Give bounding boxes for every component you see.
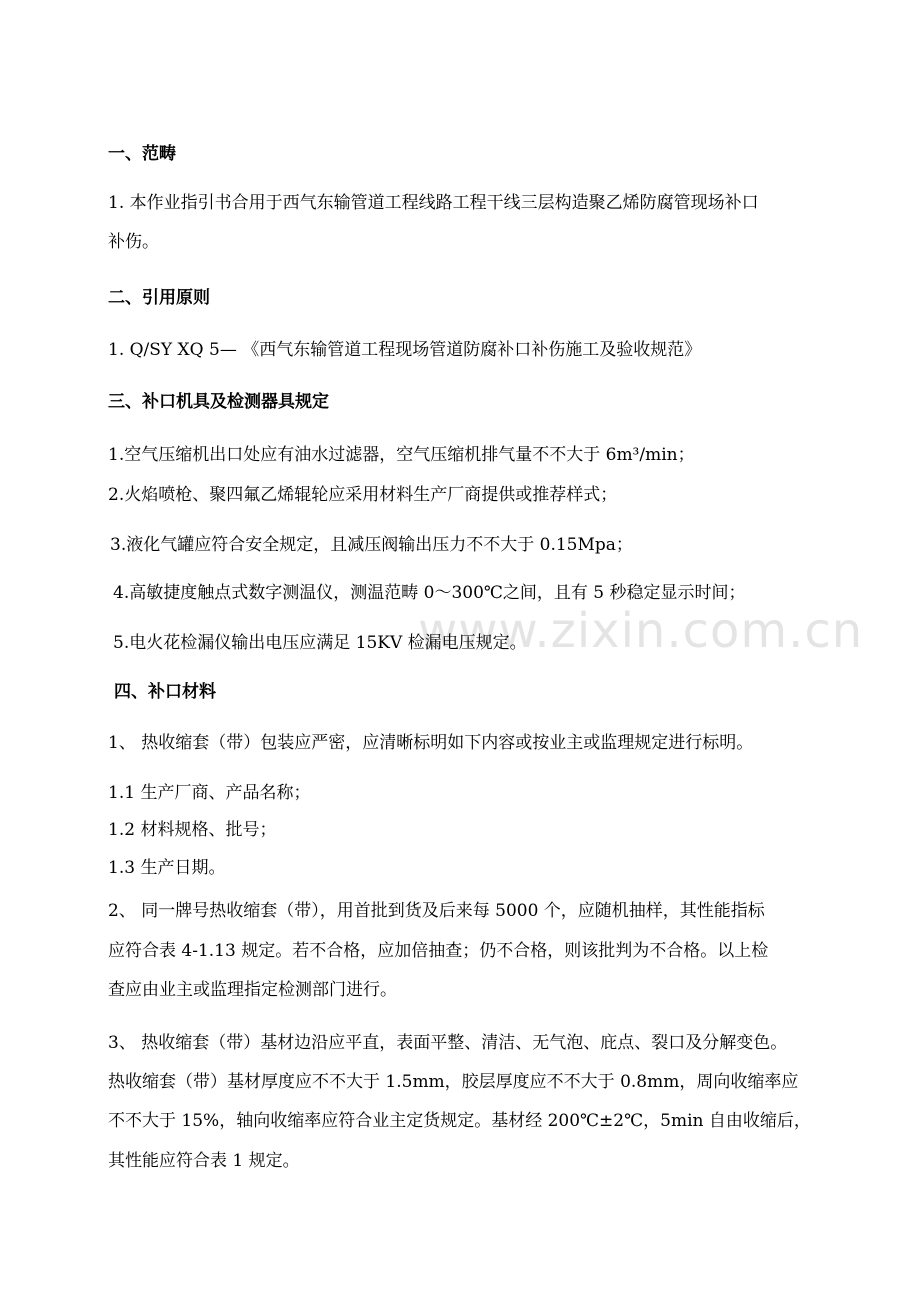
- paragraph-line: 其性能应符合表 1 规定。: [108, 1151, 300, 1171]
- watermark: www.zixin.com.cn: [418, 603, 864, 659]
- list-item: 3.液化气罐应符合安全规定，且减压阀输出压力不不大于 0.15Mpa；: [110, 535, 633, 555]
- paragraph-line: 1. 本作业指引书合用于西气东输管道工程线路工程干线三层构造聚乙烯防腐管现场补口: [108, 193, 759, 213]
- paragraph-line: 查应由业主或监理指定检测部门进行。: [108, 980, 397, 1000]
- section-heading-scope: 一、范畴: [108, 144, 176, 164]
- paragraph-line: 补伤。: [108, 232, 159, 252]
- list-item: 2.火焰喷枪、聚四氟乙烯辊轮应采用材料生产厂商提供或推荐样式；: [108, 485, 618, 505]
- paragraph-line: 1、 热收缩套（带）包装应严密，应清晰标明如下内容或按业主或监理规定进行标明。: [108, 733, 754, 753]
- list-item: 1.空气压缩机出口处应有油水过滤器，空气压缩机排气量不不大于 6m³/min；: [108, 445, 695, 465]
- paragraph-line: 3、 热收缩套（带）基材边沿应平直，表面平整、清洁、无气泡、庇点、裂口及分解变色。: [108, 1033, 788, 1053]
- paragraph-line: 应符合表 4-1.13 规定。若不合格，应加倍抽查；仍不合格，则该批判为不合格。以上检: [108, 941, 769, 961]
- list-item: 1.1 生产厂商、产品名称；: [108, 783, 311, 803]
- section-heading-materials: 四、补口材料: [114, 682, 216, 702]
- list-item: 1.2 材料规格、批号；: [108, 820, 277, 840]
- list-item: 1.3 生产日期。: [108, 858, 226, 878]
- paragraph-line: 1. Q/SY XQ 5— 《西气东输管道工程现场管道防腐补口补伤施工及验收规范》: [108, 340, 702, 360]
- section-heading-tools: 三、补口机具及检测器具规定: [108, 392, 329, 412]
- list-item: 4.高敏捷度触点式数字测温仪，测温范畴 0～300℃之间，且有 5 秒稳定显示时间；: [113, 583, 746, 603]
- paragraph-line: 不不大于 15%，轴向收缩率应符合业主定货规定。基材经 200℃±2℃，5min 自由收缩后，: [108, 1111, 811, 1131]
- section-heading-references: 二、引用原则: [108, 288, 210, 308]
- list-item: 5.电火花检漏仪输出电压应满足 15KV 检漏电压规定。: [113, 633, 527, 653]
- paragraph-line: 热收缩套（带）基材厚度应不不大于 1.5mm，胶层厚度应不不大于 0.8mm，周向收缩率应: [108, 1072, 799, 1092]
- paragraph-line: 2、 同一牌号热收缩套（带），用首批到货及后来每 5000 个，应随机抽样，其性能指标: [108, 901, 765, 921]
